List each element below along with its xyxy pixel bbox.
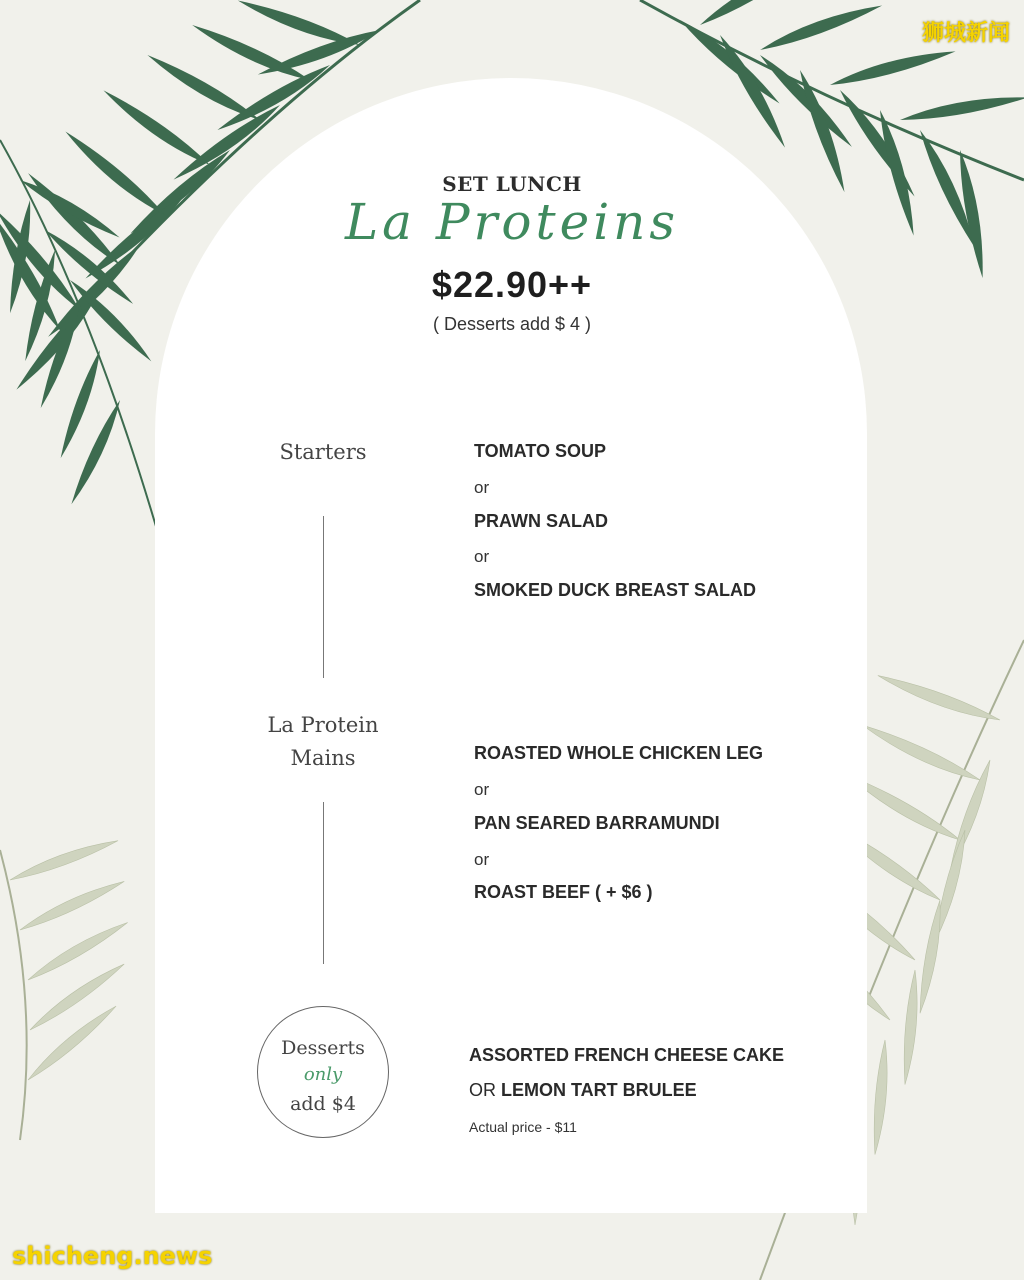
or-separator: or	[474, 780, 490, 799]
desserts-only-script: only	[303, 1064, 343, 1085]
or-prefix: OR	[469, 1080, 502, 1100]
dessert-item-cheese-cake: ASSORTED FRENCH CHEESE CAKE	[469, 1045, 785, 1065]
starter-item-smoked-duck: SMOKED DUCK BREAST SALAD	[474, 580, 757, 600]
starter-item-tomato-soup: TOMATO SOUP	[474, 441, 607, 461]
actual-price-note: Actual price - $11	[469, 1119, 577, 1135]
lemon-tart-label: LEMON TART BRULEE	[501, 1080, 697, 1100]
mains-divider	[323, 802, 324, 964]
la-proteins-script-title: La Proteins	[344, 193, 680, 251]
watermark-bottom-left: shicheng.news	[12, 1242, 213, 1270]
desserts-add-price: add $4	[290, 1093, 356, 1115]
main-item-roast-beef: ROAST BEEF ( + $6 )	[474, 882, 653, 902]
desserts-label: Desserts	[281, 1037, 365, 1059]
bottom-left-frond	[0, 835, 130, 1140]
main-item-chicken-leg: ROASTED WHOLE CHICKEN LEG	[474, 743, 764, 763]
starters-divider	[323, 516, 324, 678]
mains-label-line1: La Protein	[267, 713, 379, 737]
or-separator: or	[474, 478, 490, 497]
starters-label: Starters	[279, 440, 367, 464]
watermark-top-right: 狮城新闻	[921, 21, 1010, 46]
set-lunch-heading: SET LUNCH	[442, 172, 582, 196]
price-note: ( Desserts add $ 4 )	[432, 314, 592, 334]
dessert-item-lemon-tart	[469, 1080, 697, 1101]
mains-label-line2: Mains	[290, 746, 356, 770]
or-separator: or	[474, 850, 490, 869]
set-price: $22.90++	[431, 264, 593, 305]
starter-item-prawn-salad: PRAWN SALAD	[474, 511, 608, 531]
main-item-barramundi: PAN SEARED BARRAMUNDI	[474, 813, 720, 833]
or-separator: or	[474, 547, 490, 566]
